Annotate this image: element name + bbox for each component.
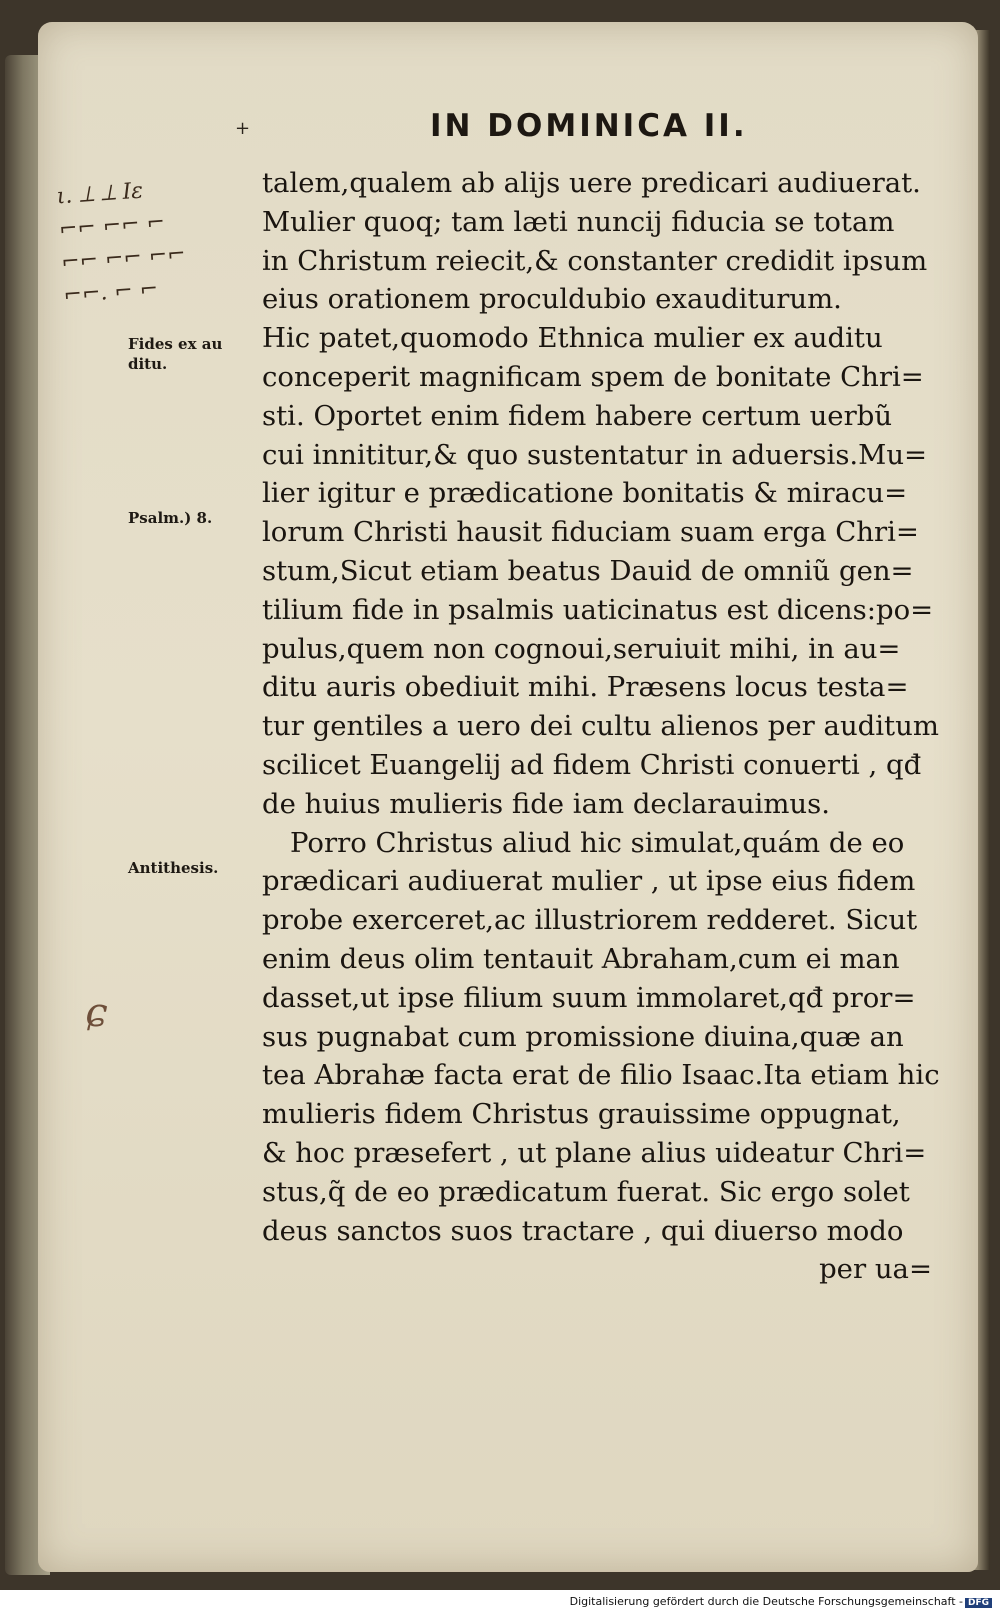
dfg-logo: DFG	[965, 1598, 992, 1608]
handwritten-scribble: ɕ	[85, 990, 108, 1036]
text-line: enim deus olim tentauit Abraham,cum ei man	[262, 942, 900, 975]
text-line: conceperit magnificam spem de bonitate Chri=	[262, 360, 924, 393]
text-line: Mulier quoq; tam læti nuncij fiducia se totam	[262, 205, 895, 238]
text-line: ditu auris obediuit mihi. Præsens locus testa=	[262, 671, 909, 704]
text-line: stus,q̃ de eo prædicatum fuerat. Sic ergo solet	[262, 1175, 910, 1208]
text-line: eius orationem proculdubio exauditurum.	[262, 283, 842, 316]
text-line: probe exerceret,ac illustriorem redderet. Sicut	[262, 904, 918, 937]
text-line: sus pugnabat cum promissione diuina,quæ an	[262, 1020, 904, 1053]
text-line: & hoc præsefert , ut plane alius uideatur Chri=	[262, 1136, 927, 1169]
text-line: tea Abrahæ facta erat de filio Isaac.Ita etiam hic	[262, 1059, 940, 1092]
text-line: stum,Sicut etiam beatus Dauid de omniũ gen=	[262, 554, 914, 587]
text-line: scilicet Euangelij ad fidem Christi conuerti , qđ	[262, 748, 922, 781]
text-line: Porro Christus aliud hic simulat,quám de eo	[290, 826, 905, 859]
text-line: mulieris fidem Christus grauissime oppugnat,	[262, 1098, 901, 1131]
text-line: talem,qualem ab alijs uere predicari audiuerat.	[262, 167, 921, 199]
running-title: IN DOMINICA II.	[430, 108, 748, 144]
text-line: prædicari audiuerat mulier , ut ipse eius fidem	[262, 865, 916, 898]
text-line: de huius mulieris fide iam declarauimus.	[262, 787, 830, 820]
text-line: dasset,ut ipse filium suum immolaret,qđ pror=	[262, 981, 916, 1014]
marginal-note-antithesis: Antithesis.	[128, 859, 219, 877]
text-line: sti. Oportet enim fidem habere certum uerbũ	[262, 399, 893, 432]
credit-text: Digitalisierung gefördert durch die Deutsche Forschungsgemeinschaft -	[569, 1595, 963, 1608]
handnote-line: ⌐⌐ ⌐⌐ ⌐	[58, 210, 166, 243]
text-line: Hic patet,quomodo Ethnica mulier ex auditu	[262, 322, 883, 355]
text-line: lier igitur e prædicatione bonitatis & miracu=	[262, 477, 908, 510]
text-line: pulus,quem non cognoui,seruiuit mihi, in au=	[262, 632, 901, 665]
marginal-fides-line: ditu.	[128, 355, 168, 373]
handnote-line: ⌐⌐ ⌐⌐ ⌐⌐	[60, 241, 187, 276]
digitization-credit	[570, 1595, 992, 1608]
body-text	[262, 164, 962, 1289]
handwritten-note	[56, 172, 189, 312]
text-line: deus sanctos suos tractare , qui diuerso modo	[262, 1214, 904, 1247]
text-line: cui innititur,& quo sustentatur in aduersis.Mu=	[262, 438, 928, 471]
header-mark: +	[235, 118, 251, 139]
marginal-note-fides	[128, 334, 222, 374]
marginal-fides-line: Fides ex au	[128, 335, 223, 353]
handnote-line: ι. ⟂ ⟂ Ιε	[55, 178, 144, 210]
text-line: tur gentiles a uero dei cultu alienos per auditum	[262, 710, 939, 743]
handnote-line: ⌐⌐. ⌐ ⌐	[62, 276, 159, 309]
text-line: lorum Christi hausit fiduciam suam erga Chri=	[262, 516, 919, 549]
catchword: per ua=	[819, 1253, 932, 1286]
text-line: tilium fide in psalmis uaticinatus est dicens:po=	[262, 593, 934, 626]
marginal-note-psalm: Psalm.) 8.	[128, 509, 213, 527]
text-line: in Christum reiecit,& constanter credidit ipsum	[262, 244, 928, 277]
